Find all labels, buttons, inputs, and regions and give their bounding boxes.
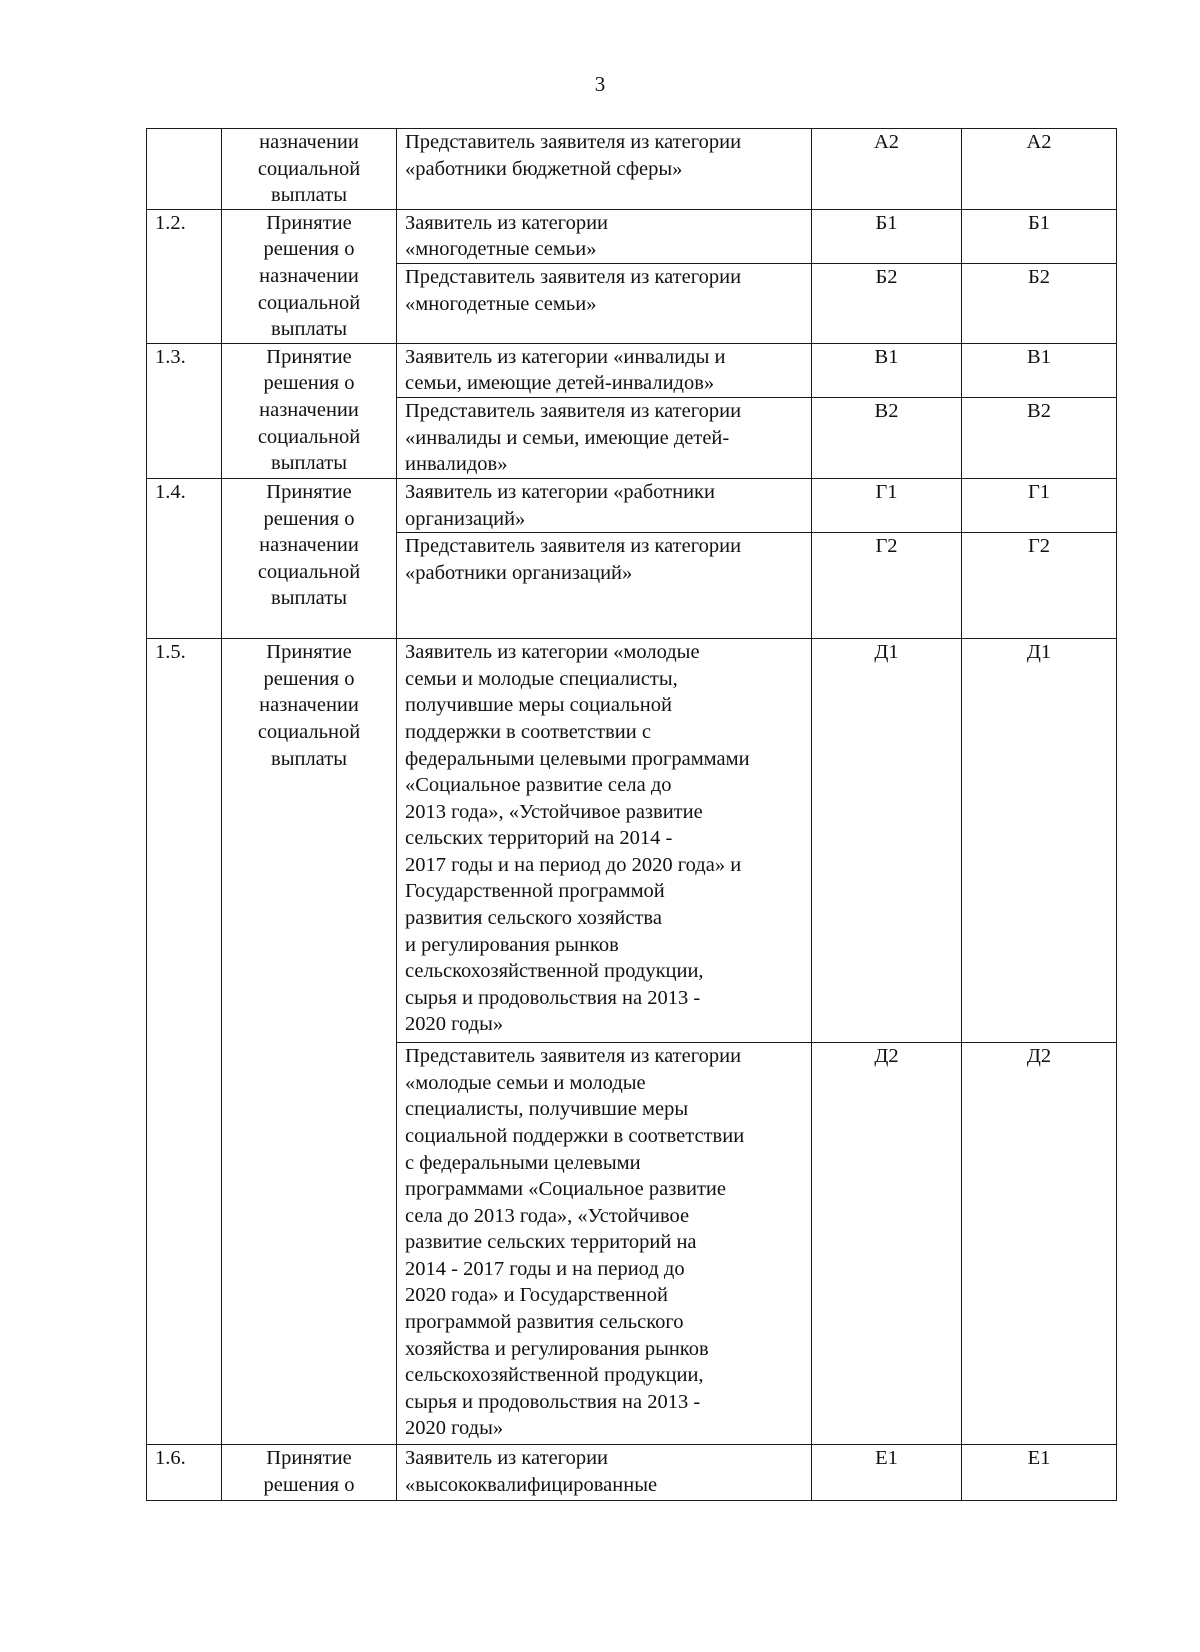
applicant-description: Заявитель из категории «работники организаций» [397, 478, 812, 532]
row-number [147, 129, 222, 210]
row-number: 1.6. [147, 1445, 222, 1501]
code-cell: Е1 [962, 1445, 1117, 1501]
table-row [147, 1445, 1117, 1501]
applicant-description: Представитель заявителя из категории «многодетные семьи» [397, 264, 812, 343]
row-number: 1.4. [147, 478, 222, 638]
table-row [147, 129, 1117, 210]
code-cell: А2 [812, 129, 962, 210]
row-number: 1.2. [147, 209, 222, 343]
stage-cell: Принятие решения о назначении социальной выплаты [222, 478, 397, 638]
code-cell: Е1 [812, 1445, 962, 1501]
stage-cell: назначении социальной выплаты [222, 129, 397, 210]
code-cell: Б2 [812, 264, 962, 343]
applicant-description: Представитель заявителя из категории «работники бюджетной сферы» [397, 129, 812, 210]
applicant-description: Заявитель из категории «молодые семьи и молодые специалисты, получившие меры социальной поддержки в соответствии с федеральными целевыми программами «Социальное развитие села до 2013 года», «Устойчивое развитие сельских территорий на 2014 - 2017 годы и на период до 2020 года» и Государственной программой развития сельского хозяйства и регулирования рынков сельскохозяйственной продукции, сырья и продовольствия на 2013 - 2020 годы» [397, 639, 812, 1043]
code-cell: Г2 [962, 533, 1117, 639]
applicant-description: Заявитель из категории «многодетные семьи» [397, 209, 812, 264]
stage-cell: Принятие решения о [222, 1445, 397, 1501]
code-cell: Д2 [812, 1043, 962, 1445]
code-cell: В1 [962, 343, 1117, 397]
code-cell: В1 [812, 343, 962, 397]
row-number: 1.5. [147, 639, 222, 1445]
code-cell: Г2 [812, 533, 962, 639]
code-cell: Б1 [962, 209, 1117, 264]
code-cell: В2 [962, 397, 1117, 478]
code-cell: Г1 [962, 478, 1117, 532]
assignment-table [146, 128, 1117, 1501]
stage-cell: Принятие решения о назначении социальной выплаты [222, 639, 397, 1445]
row-number: 1.3. [147, 343, 222, 478]
code-cell: Д1 [812, 639, 962, 1043]
table-row [147, 343, 1117, 397]
code-cell: В2 [812, 397, 962, 478]
applicant-description: Представитель заявителя из категории «молодые семьи и молодые специалисты, получившие меры социальной поддержки в соответствии с федеральными целевыми программами «Социальное развитие села до 2013 года», «Устойчивое развитие сельских территорий на 2014 - 2017 годы и на период до 2020 года» и Государственной программой развития сельского хозяйства и регулирования рынков сельскохозяйственной продукции, сырья и продовольствия на 2013 - 2020 годы» [397, 1043, 812, 1445]
applicant-description: Заявитель из категории «высококвалифицированные [397, 1445, 812, 1501]
table-row [147, 478, 1117, 532]
code-cell: Д2 [962, 1043, 1117, 1445]
applicant-description: Представитель заявителя из категории «работники организаций» [397, 533, 812, 639]
code-cell: Б1 [812, 209, 962, 264]
table-row [147, 209, 1117, 264]
stage-cell: Принятие решения о назначении социальной выплаты [222, 209, 397, 343]
page-number: 3 [594, 72, 606, 96]
table-row [147, 639, 1117, 1043]
code-cell: А2 [962, 129, 1117, 210]
stage-cell: Принятие решения о назначении социальной выплаты [222, 343, 397, 478]
applicant-description: Представитель заявителя из категории «инвалиды и семьи, имеющие детей- инвалидов» [397, 397, 812, 478]
applicant-description: Заявитель из категории «инвалиды и семьи, имеющие детей-инвалидов» [397, 343, 812, 397]
code-cell: Г1 [812, 478, 962, 532]
code-cell: Б2 [962, 264, 1117, 343]
code-cell: Д1 [962, 639, 1117, 1043]
